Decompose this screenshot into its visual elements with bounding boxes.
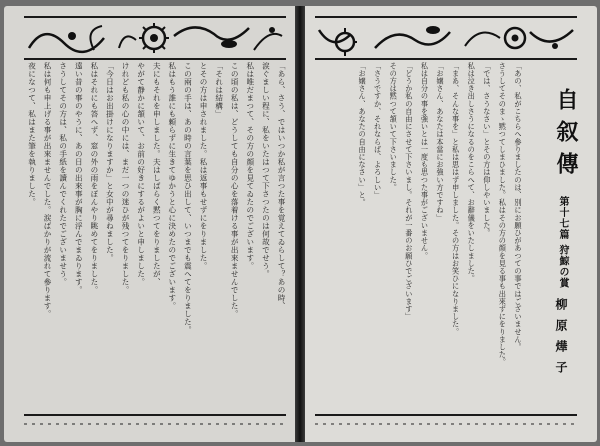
text-column: 私は泣き出しさうになるのをこらへて、お辭儀をいたしました。 bbox=[467, 62, 477, 283]
author-name: 柳原燁子 bbox=[554, 298, 568, 382]
text-column: やがて静かに頷いて、お前の好きにするがよいと申しました。 bbox=[136, 62, 146, 286]
text-column: 「では、さうなさい」とその方は仰しやいました。 bbox=[482, 62, 492, 237]
text-column: さうしてその方は、私の手紙を讀んでくれたでございませう。 bbox=[58, 62, 68, 286]
book-gutter bbox=[295, 6, 305, 442]
text-column: 「さうですか、それならば、よろしい」 bbox=[373, 62, 383, 199]
text-column: この兩の手は、あの時の言葉を思ひ出して、いつまでも震へてをりました。 bbox=[183, 62, 193, 334]
left-body-text bbox=[24, 62, 286, 407]
text-column: 涙ぐましい程に、私をいたはつて下さつたのは何故でせう。 bbox=[261, 62, 271, 278]
floral-ornament-icon bbox=[315, 18, 577, 58]
right-body-text bbox=[315, 62, 523, 407]
text-column: この頃の私は、どうしても自分の心を落着ける事が出來ませんでした。 bbox=[230, 62, 240, 318]
text-column: 「それは結構」 bbox=[214, 62, 224, 118]
text-column: 私はもう誰にも頼らずに生きてゆかうと心に決めたのでございます。 bbox=[167, 62, 177, 310]
text-column: 「お嬢さん、あなたは本當にお強い方ですね」 bbox=[436, 62, 446, 222]
text-column: 遠い昔の事のやうに、あの日の出來事が胸に浮んでまゐります。 bbox=[74, 62, 84, 294]
text-column: 「あの、私がこちらへ參りましたのは、別にお願ひがあつての事ではございません。 bbox=[514, 62, 523, 351]
text-column: 夫にもそれを申しました。夫はしばらく黙つてをりましたが、 bbox=[152, 62, 162, 286]
border-pattern-icon bbox=[315, 416, 577, 432]
text-column: 「まあ、そんな事を」と私は思はず申しました。その方はお笑ひになりました。 bbox=[451, 62, 461, 336]
text-column: 夜になつて、私はまた筆を執りました。 bbox=[27, 62, 37, 206]
text-column: 私は自分の事を強いとは一度も思つた事がございません。 bbox=[420, 62, 430, 260]
floral-ornament-icon bbox=[24, 18, 286, 58]
right-page bbox=[305, 6, 597, 442]
left-header-ornament bbox=[24, 16, 286, 60]
article-title: 自叙傳 bbox=[553, 88, 579, 184]
right-header-ornament bbox=[315, 16, 577, 60]
text-column: 「お嬢さん、あなたの自由になさい」と。 bbox=[358, 62, 368, 207]
text-column: その方は黙つて頷いて下さいました。 bbox=[389, 62, 399, 192]
border-pattern-icon bbox=[24, 416, 286, 432]
left-footer-ornament bbox=[24, 414, 286, 434]
text-column: 私は何も申上げる事が出來ませんでした。涙ばかりが流れて參ります。 bbox=[43, 62, 53, 318]
text-column: 私は唯だまつて、その方の顔を見てゐたのでございます。 bbox=[245, 62, 255, 270]
text-column: 私はそれにも答へず、窓の外の雨をぼんやり眺めてをりました。 bbox=[89, 62, 99, 294]
left-page bbox=[4, 6, 295, 442]
text-column: 「今日はお出掛けになりますか」と女中が尋ねました。 bbox=[105, 62, 115, 262]
text-column: けれども私の心の中には、まだ一つの迷ひが残つてをりました。 bbox=[121, 62, 131, 294]
right-footer-ornament bbox=[315, 414, 577, 434]
text-column: とその方は申されました。私は返事もせずにをりました。 bbox=[199, 62, 209, 270]
text-column: さうしてそのまゝ黙つてしまひました。私はその方の顔を見る事も出來ずにをりました。 bbox=[498, 62, 508, 366]
text-column: 「あら、さう、ではいつか私が言つた事を覚えてゐらして？あの時、 bbox=[277, 62, 286, 310]
text-column: 「どうか私の自由にさせて下さいまし。それが一番のお願ひでございます」 bbox=[404, 62, 414, 321]
chapter-subtitle: 第十七篇 狩鯨の賞 bbox=[557, 196, 568, 289]
article-heading bbox=[537, 68, 587, 408]
